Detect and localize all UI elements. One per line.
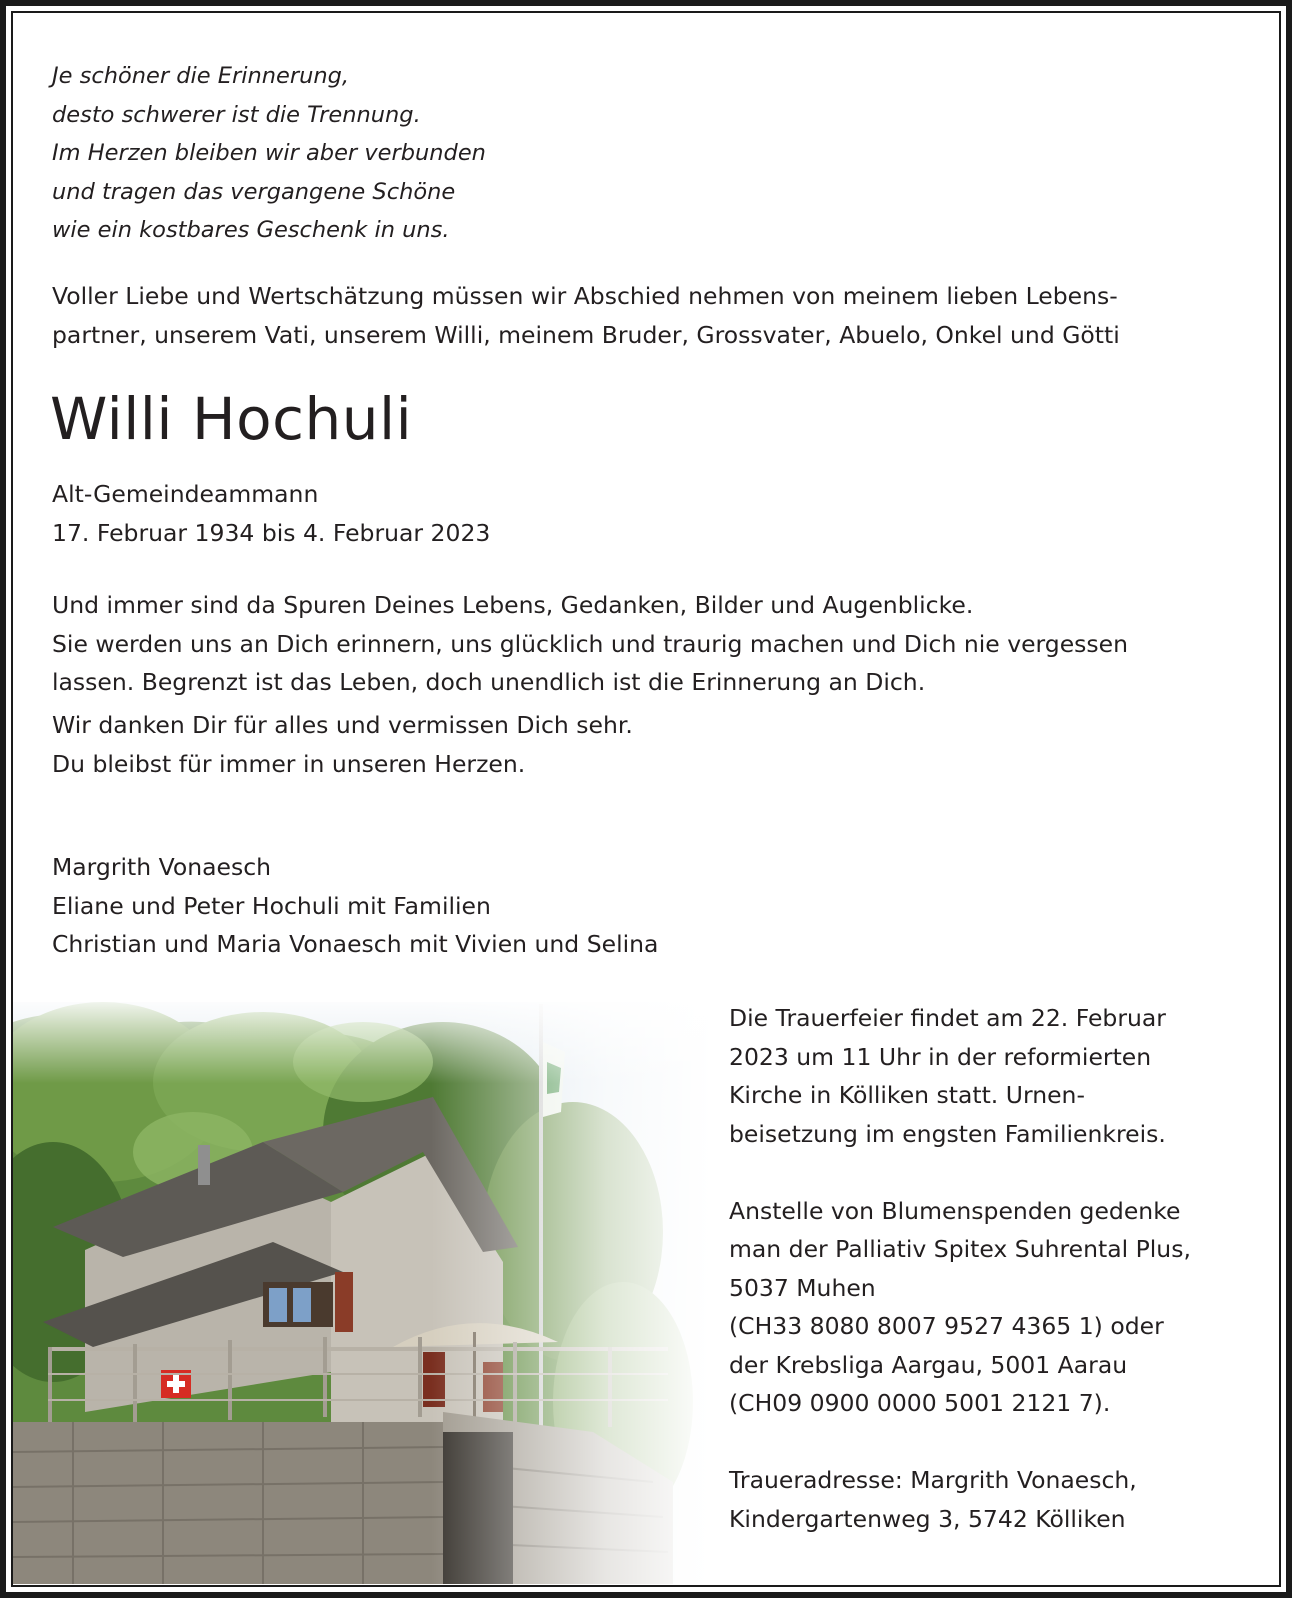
donation-info bbox=[729, 1192, 1191, 1423]
poem-line: und tragen das vergangene Schöne bbox=[52, 178, 456, 205]
thanks-line: Du bleibst für immer in unseren Herzen. bbox=[52, 749, 526, 778]
poem-line: desto schwerer ist die Trennung. bbox=[52, 101, 421, 128]
intro-text bbox=[52, 277, 1120, 354]
deceased-info bbox=[52, 475, 490, 552]
service-details bbox=[729, 999, 1191, 1538]
family-line: Christian und Maria Vonaesch mit Vivien und Selina bbox=[52, 930, 659, 958]
donation-line: der Krebsliga Aargau, 5001 Aarau bbox=[729, 1350, 1128, 1379]
family-line: Margrith Vonaesch bbox=[52, 853, 272, 881]
memory-text bbox=[52, 586, 1128, 702]
service-info bbox=[729, 999, 1191, 1153]
donation-line: 5037 Muhen bbox=[729, 1273, 876, 1302]
deceased-title: Alt-Gemeindeammann bbox=[52, 480, 319, 508]
deceased-dates: 17. Februar 1934 bis 4. Februar 2023 bbox=[52, 518, 491, 547]
poem bbox=[52, 57, 486, 250]
stone-house-photo bbox=[13, 1002, 773, 1584]
service-line: Kirche in Kölliken statt. Urnen- bbox=[729, 1081, 1085, 1109]
mourning-address bbox=[729, 1461, 1191, 1538]
deceased-name: Willi Hochuli bbox=[50, 385, 413, 453]
donation-line: Anstelle von Blumenspenden gedenke bbox=[729, 1196, 1181, 1225]
memory-line: lassen. Begrenzt ist das Leben, doch unendlich ist die Erinnerung an Dich. bbox=[52, 668, 926, 696]
service-line: beisetzung im engsten Familienkreis. bbox=[729, 1119, 1166, 1148]
memory-line: Und immer sind da Spuren Deines Lebens, Gedanken, Bilder und Augenblicke. bbox=[52, 591, 974, 619]
service-line: 2023 um 11 Uhr in der reformierten bbox=[729, 1042, 1152, 1071]
service-line: Die Trauerfeier findet am 22. Februar bbox=[729, 1004, 1166, 1032]
memory-line: Sie werden uns an Dich erinnern, uns glücklich und traurig machen und Dich nie vergessen bbox=[52, 629, 1129, 658]
family-line: Eliane und Peter Hochuli mit Familien bbox=[52, 891, 491, 920]
donation-line: (CH09 0900 0000 5001 2121 7). bbox=[729, 1389, 1111, 1417]
address-line: Traueradresse: Margrith Vonaesch, bbox=[729, 1466, 1137, 1494]
address-line: Kindergartenweg 3, 5742 Kölliken bbox=[729, 1504, 1126, 1533]
thanks-text bbox=[52, 706, 633, 783]
poem-line: wie ein kostbares Geschenk in uns. bbox=[52, 217, 450, 243]
donation-line: man der Palliativ Spitex Suhrental Plus, bbox=[729, 1235, 1191, 1263]
poem-line: Je schöner die Erinnerung, bbox=[52, 63, 350, 89]
thanks-line: Wir danken Dir für alles und vermissen Dich sehr. bbox=[52, 711, 633, 739]
poem-line: Im Herzen bleiben wir aber verbunden bbox=[52, 140, 486, 166]
intro-line: partner, unserem Vati, unserem Willi, meinem Bruder, Grossvater, Abuelo, Onkel und Götti bbox=[52, 320, 1120, 349]
family-signatures bbox=[52, 848, 658, 964]
intro-line: Voller Liebe und Wertschätzung müssen wir Abschied nehmen von meinem lieben Lebens- bbox=[52, 282, 1118, 310]
donation-line: (CH33 8080 8007 9527 4365 1) oder bbox=[729, 1312, 1164, 1340]
